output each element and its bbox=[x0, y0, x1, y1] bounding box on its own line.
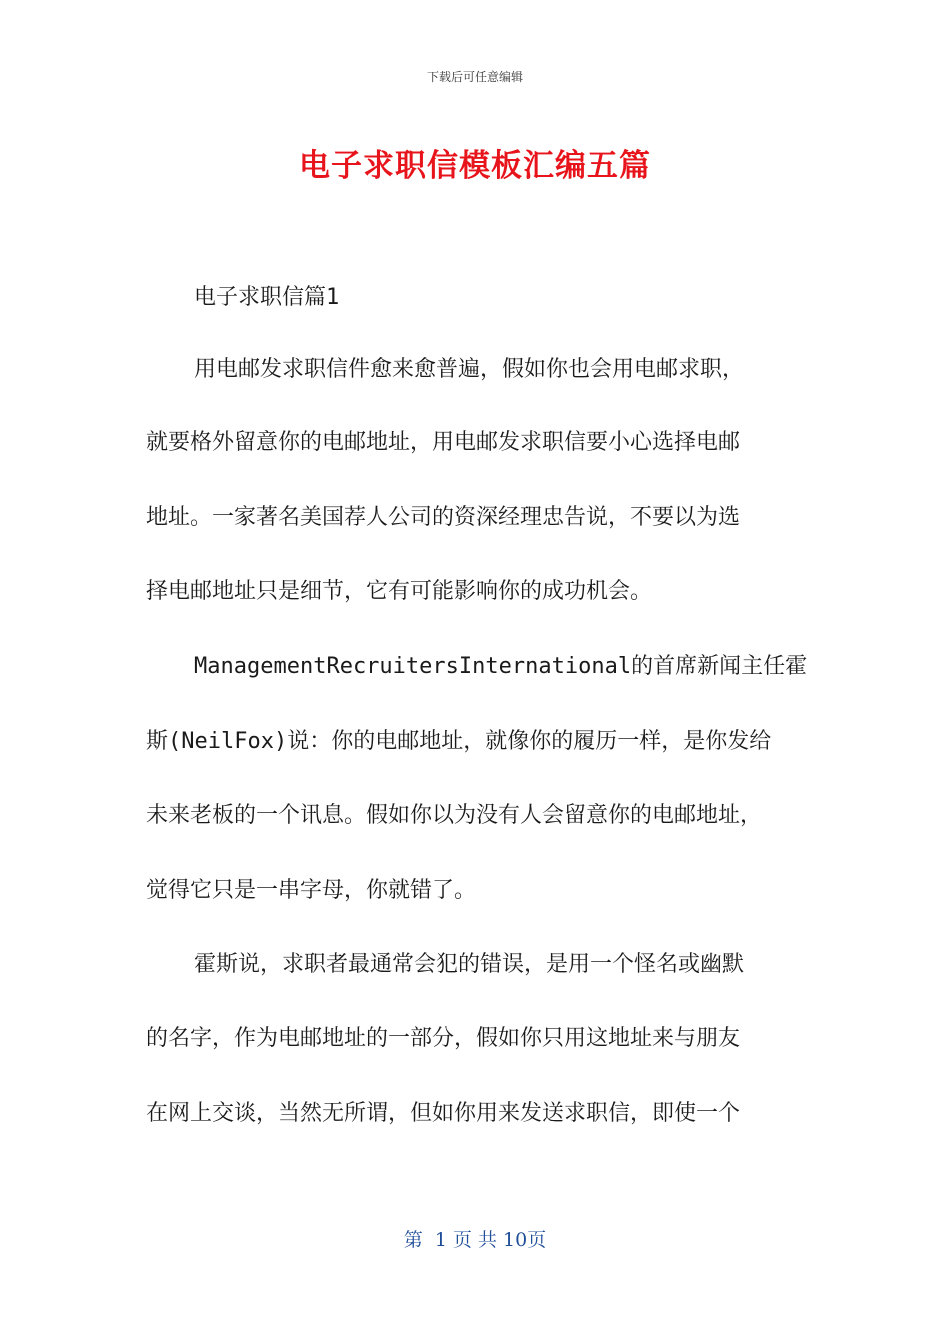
header-note: 下载后可任意编辑 bbox=[426, 70, 523, 84]
body-line: 霍斯说，求职者最通常会犯的错误，是用一个怪名或幽默 bbox=[194, 952, 745, 977]
section-heading: 电子求职信篇1 bbox=[194, 285, 340, 310]
body-line: 斯(NeilFox)说：你的电邮地址，就像你的履历一样，是你发给 bbox=[146, 729, 772, 754]
body-line: 未来老板的一个讯息。假如你以为没有人会留意你的电邮地址， bbox=[146, 803, 763, 828]
body-line: 的名字，作为电邮地址的一部分，假如你只用这地址来与朋友 bbox=[146, 1026, 741, 1051]
body-line: 在网上交谈，当然无所谓，但如你用来发送求职信，即使一个 bbox=[146, 1101, 741, 1126]
page-number-footer: 第 1 页 共 10页 bbox=[403, 1229, 547, 1251]
body-line: 用电邮发求职信件愈来愈普遍，假如你也会用电邮求职， bbox=[194, 357, 745, 382]
body-line: 就要格外留意你的电邮地址，用电邮发求职信要小心选择电邮 bbox=[146, 430, 741, 455]
body-line: 觉得它只是一串字母，你就错了。 bbox=[146, 878, 477, 903]
body-line: ManagementRecruitersInternational的首席新闻主任霍 bbox=[194, 654, 808, 679]
document-title: 电子求职信模板汇编五篇 bbox=[299, 148, 651, 184]
body-line: 地址。一家著名美国荐人公司的资深经理忠告说，不要以为选 bbox=[146, 505, 741, 530]
body-line: 择电邮地址只是细节，它有可能影响你的成功机会。 bbox=[146, 579, 653, 604]
